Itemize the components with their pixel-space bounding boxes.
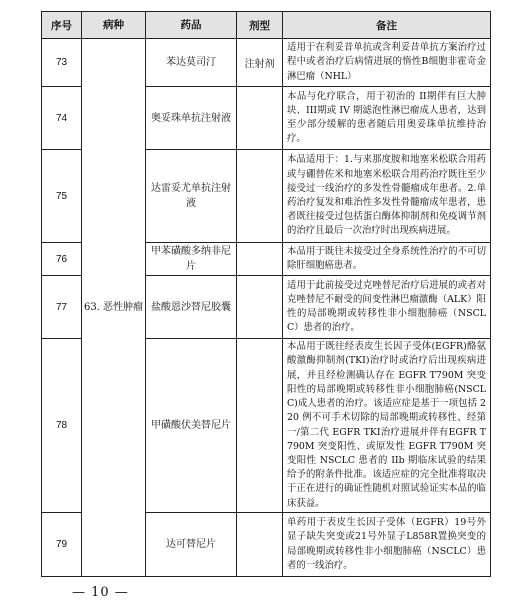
row-number: 78	[42, 339, 82, 513]
note-text: 本品适用于：1.与来那度胺和地塞米松联合用药或与硼替佐米和地塞米松联合用药治疗既往至少接受过一线治疗的多发性骨髓瘤成年患者。2.单药治疗复发和难治性多发性骨髓瘤成年患者，患者既往接受过包括蛋白酶体抑制剂和免疫调节剂的治疗且最后一次治疗时出现疾病进展。	[283, 150, 491, 243]
drug-list-table	[41, 11, 491, 577]
dosage-form	[237, 150, 283, 243]
row-number: 73	[42, 39, 82, 87]
dosage-form	[237, 339, 283, 513]
table-row	[42, 39, 491, 87]
row-number: 76	[42, 243, 82, 276]
category-cell: 63. 恶性肿瘤	[82, 39, 146, 577]
drug-name: 奥妥珠单抗注射液	[146, 87, 237, 150]
note-text: 本品用于既往未接受过全身系统性治疗的不可切除肝细胞癌患者。	[283, 243, 491, 276]
dosage-form	[237, 243, 283, 276]
row-number: 79	[42, 513, 82, 577]
page-number: — 10 —	[72, 585, 129, 600]
header-category: 病种	[82, 12, 146, 39]
note-text: 本品与化疗联合，用于初治的 II期伴有巨大肿块、III期或 IV 期滤泡性淋巴瘤成人患者，达到至少部分缓解的患者随后用奥妥珠单抗维持治疗。	[283, 87, 491, 150]
note-text: 适用于此前接受过克唑替尼治疗后进展的或者对克唑替尼不耐受的间变性淋巴瘤激酶（ALK）阳性的局部晚期或转移性非小细胞肺癌（NSCLC）患者的治疗。	[283, 276, 491, 339]
row-number: 77	[42, 276, 82, 339]
row-number: 74	[42, 87, 82, 150]
drug-name: 盐酸恩沙替尼胶囊	[146, 276, 237, 339]
drug-name: 达雷妥尤单抗注射液	[146, 150, 237, 243]
dosage-form	[237, 513, 283, 577]
note-text: 单药用于表皮生长因子受体（EGFR）19号外显子缺失突变或21号外显子L858R置换突变的局部晚期或转移性非小细胞肺癌（NSCLC）患者的一线治疗。	[283, 513, 491, 577]
note-text: 适用于在利妥昔单抗或含利妥昔单抗方案治疗过程中或者治疗后病情进展的惰性B细胞非霍奇金淋巴瘤（NHL）	[283, 39, 491, 87]
header-note: 备注	[283, 12, 491, 39]
dosage-form	[237, 276, 283, 339]
header-drug: 药品	[146, 12, 237, 39]
header-no: 序号	[42, 12, 82, 39]
table-header-row	[42, 12, 491, 39]
drug-name: 苯达莫司汀	[146, 39, 237, 87]
drug-name: 甲苯磺酸多纳非尼片	[146, 243, 237, 276]
dosage-form	[237, 87, 283, 150]
drug-name: 达可替尼片	[146, 513, 237, 577]
row-number: 75	[42, 150, 82, 243]
note-text: 本品用于既往经表皮生长因子受体(EGFR)酪氨酸激酶抑制剂(TKI)治疗时或治疗后出现疾病进展，并且经检测确认存在 EGFR T790M 突变阳性的局部晚期或转移性非小细胞肺癌(NSCLC)成人患者的治疗。该适应症是基于一项包括 220 例不可手术切除的局部晚期或转移性、经第一/第二代 EGFR TKI治疗进展并伴有EGFR T790M 突变阳性、或原发性 EGFR T790M 突变阳性 NSCLC 患者的 IIb 期临床试验的结果给予的附条件批准。该适应症的完全批准将取决于正在进行的确证性随机对照试验证实本品的临床获益。	[283, 339, 491, 513]
dosage-form: 注射剂	[237, 39, 283, 87]
header-form: 剂型	[237, 12, 283, 39]
drug-name: 甲磺酸伏美替尼片	[146, 339, 237, 513]
